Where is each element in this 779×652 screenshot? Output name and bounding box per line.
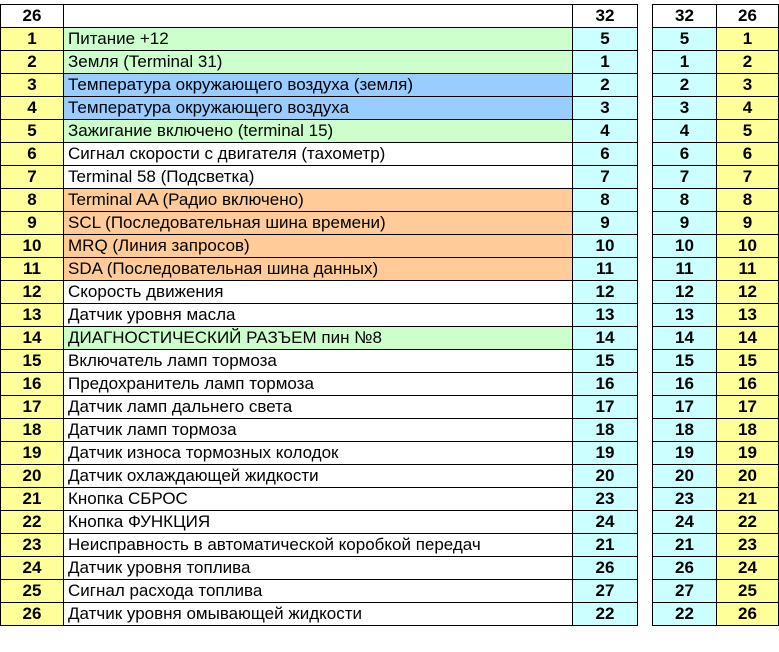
side-pin26-cell: 2 [717, 51, 779, 74]
side-pin32-cell: 17 [653, 396, 717, 419]
signal-name-cell: SDA (Последовательная шина данных) [64, 258, 573, 281]
side-pin26-cell: 25 [717, 580, 779, 603]
reverse-pinout-table [652, 4, 779, 626]
side-table-row [653, 212, 779, 235]
table-row [1, 488, 638, 511]
pin26-cell: 3 [1, 74, 64, 97]
side-pin26-cell: 6 [717, 143, 779, 166]
signal-name-cell: Скорость движения [64, 281, 573, 304]
pin32-cell: 1 [573, 51, 638, 74]
pin26-cell: 1 [1, 28, 64, 51]
side-pin32-cell: 27 [653, 580, 717, 603]
side-table-row [653, 465, 779, 488]
pin26-cell: 18 [1, 419, 64, 442]
side-table-row [653, 373, 779, 396]
side-pin32-cell: 18 [653, 419, 717, 442]
side-header-pin32: 32 [653, 5, 717, 28]
side-pin26-cell: 7 [717, 166, 779, 189]
side-table-row [653, 488, 779, 511]
table-row [1, 28, 638, 51]
pin32-cell: 16 [573, 373, 638, 396]
side-pin26-cell: 26 [717, 603, 779, 626]
side-pin26-cell: 1 [717, 28, 779, 51]
side-pin26-cell: 17 [717, 396, 779, 419]
pin32-cell: 19 [573, 442, 638, 465]
signal-name-cell: ДИАГНОСТИЧЕСКИЙ РАЗЪЕМ пин №8 [64, 327, 573, 350]
signal-name-cell: Датчик уровня топлива [64, 557, 573, 580]
side-table-row [653, 258, 779, 281]
side-table-row [653, 281, 779, 304]
signal-name-cell: Земля (Terminal 31) [64, 51, 573, 74]
side-pin26-cell: 18 [717, 419, 779, 442]
pin32-cell: 7 [573, 166, 638, 189]
pin26-cell: 6 [1, 143, 64, 166]
side-table-row [653, 327, 779, 350]
table-row [1, 258, 638, 281]
side-pin32-cell: 11 [653, 258, 717, 281]
side-table-row [653, 534, 779, 557]
header-name [64, 5, 573, 28]
side-pin32-cell: 26 [653, 557, 717, 580]
pin26-cell: 8 [1, 189, 64, 212]
side-header-row [653, 5, 779, 28]
table-row [1, 465, 638, 488]
signal-name-cell: Питание +12 [64, 28, 573, 51]
signal-name-cell: Зажигание включено (terminal 15) [64, 120, 573, 143]
pin32-cell: 24 [573, 511, 638, 534]
pin32-cell: 14 [573, 327, 638, 350]
signal-name-cell: Предохранитель ламп тормоза [64, 373, 573, 396]
side-table-row [653, 120, 779, 143]
side-pin26-cell: 23 [717, 534, 779, 557]
pin26-cell: 22 [1, 511, 64, 534]
side-pin32-cell: 3 [653, 97, 717, 120]
side-pin32-cell: 1 [653, 51, 717, 74]
table-row [1, 97, 638, 120]
side-header-pin26: 26 [717, 5, 779, 28]
pin32-cell: 5 [573, 28, 638, 51]
side-pin32-cell: 4 [653, 120, 717, 143]
pin26-cell: 25 [1, 580, 64, 603]
header-pin26: 26 [1, 5, 64, 28]
pin32-cell: 20 [573, 465, 638, 488]
side-table-row [653, 51, 779, 74]
table-row [1, 74, 638, 97]
signal-name-cell: Датчик охлаждающей жидкости [64, 465, 573, 488]
signal-name-cell: Неисправность в автоматической коробкой передач [64, 534, 573, 557]
header-row [1, 5, 638, 28]
pin32-cell: 8 [573, 189, 638, 212]
pin32-cell: 21 [573, 534, 638, 557]
pinout-table [0, 4, 638, 626]
side-table-row [653, 442, 779, 465]
signal-name-cell: Включатель ламп тормоза [64, 350, 573, 373]
pin26-cell: 7 [1, 166, 64, 189]
table-row [1, 511, 638, 534]
side-pin32-cell: 2 [653, 74, 717, 97]
side-pin26-cell: 21 [717, 488, 779, 511]
side-pin26-cell: 24 [717, 557, 779, 580]
pin26-cell: 24 [1, 557, 64, 580]
side-pin26-cell: 5 [717, 120, 779, 143]
side-pin26-cell: 14 [717, 327, 779, 350]
side-pin32-cell: 23 [653, 488, 717, 511]
signal-name-cell: Датчик износа тормозных колодок [64, 442, 573, 465]
side-pin32-cell: 22 [653, 603, 717, 626]
table-row [1, 419, 638, 442]
signal-name-cell: Температура окружающего воздуха [64, 97, 573, 120]
table-row [1, 373, 638, 396]
side-pin26-cell: 15 [717, 350, 779, 373]
signal-name-cell: MRQ (Линия запросов) [64, 235, 573, 258]
signal-name-cell: Кнопка ФУНКЦИЯ [64, 511, 573, 534]
pin32-cell: 23 [573, 488, 638, 511]
signal-name-cell: Кнопка СБРОС [64, 488, 573, 511]
side-pin32-cell: 21 [653, 534, 717, 557]
signal-name-cell: Датчик ламп тормоза [64, 419, 573, 442]
table-row [1, 51, 638, 74]
side-pin32-cell: 8 [653, 189, 717, 212]
pin26-cell: 16 [1, 373, 64, 396]
pin32-cell: 22 [573, 603, 638, 626]
signal-name-cell: SCL (Последовательная шина времени) [64, 212, 573, 235]
side-pin26-cell: 8 [717, 189, 779, 212]
table-row [1, 603, 638, 626]
side-pin32-cell: 16 [653, 373, 717, 396]
table-row [1, 580, 638, 603]
table-row [1, 281, 638, 304]
pin32-cell: 18 [573, 419, 638, 442]
pin26-cell: 5 [1, 120, 64, 143]
pin32-cell: 13 [573, 304, 638, 327]
side-pin26-cell: 16 [717, 373, 779, 396]
side-pin32-cell: 15 [653, 350, 717, 373]
side-pin32-cell: 20 [653, 465, 717, 488]
side-pin26-cell: 13 [717, 304, 779, 327]
side-pin26-cell: 3 [717, 74, 779, 97]
pin32-cell: 6 [573, 143, 638, 166]
side-table-row [653, 74, 779, 97]
pin26-cell: 20 [1, 465, 64, 488]
pin32-cell: 10 [573, 235, 638, 258]
pin32-cell: 17 [573, 396, 638, 419]
side-pin32-cell: 5 [653, 28, 717, 51]
side-table-row [653, 396, 779, 419]
pin26-cell: 12 [1, 281, 64, 304]
pin32-cell: 11 [573, 258, 638, 281]
table-row [1, 442, 638, 465]
table-row [1, 235, 638, 258]
pin32-cell: 4 [573, 120, 638, 143]
pin26-cell: 15 [1, 350, 64, 373]
signal-name-cell: Датчик ламп дальнего света [64, 396, 573, 419]
table-row [1, 166, 638, 189]
side-pin26-cell: 11 [717, 258, 779, 281]
side-pin26-cell: 9 [717, 212, 779, 235]
header-pin32: 32 [573, 5, 638, 28]
side-pin32-cell: 6 [653, 143, 717, 166]
side-table-row [653, 189, 779, 212]
pin26-cell: 26 [1, 603, 64, 626]
table-row [1, 189, 638, 212]
pin26-cell: 17 [1, 396, 64, 419]
side-pin32-cell: 24 [653, 511, 717, 534]
signal-name-cell: Температура окружающего воздуха (земля) [64, 74, 573, 97]
table-row [1, 396, 638, 419]
table-row [1, 327, 638, 350]
table-row [1, 143, 638, 166]
pin26-cell: 10 [1, 235, 64, 258]
table-row [1, 350, 638, 373]
side-table-row [653, 557, 779, 580]
side-table-row [653, 603, 779, 626]
pin26-cell: 19 [1, 442, 64, 465]
side-pin26-cell: 4 [717, 97, 779, 120]
signal-name-cell: Terminal 58 (Подсветка) [64, 166, 573, 189]
pin26-cell: 11 [1, 258, 64, 281]
pin32-cell: 9 [573, 212, 638, 235]
side-pin32-cell: 14 [653, 327, 717, 350]
side-table-row [653, 304, 779, 327]
reverse-pinout-table-body [653, 5, 779, 626]
side-pin32-cell: 9 [653, 212, 717, 235]
pin26-cell: 14 [1, 327, 64, 350]
side-pin32-cell: 7 [653, 166, 717, 189]
pinout-table-body [1, 5, 638, 626]
pin26-cell: 13 [1, 304, 64, 327]
signal-name-cell: Датчик уровня омывающей жидкости [64, 603, 573, 626]
side-table-row [653, 28, 779, 51]
side-table-row [653, 97, 779, 120]
side-pin26-cell: 10 [717, 235, 779, 258]
signal-name-cell: Сигнал скорости с двигателя (тахометр) [64, 143, 573, 166]
side-table-row [653, 143, 779, 166]
table-row [1, 557, 638, 580]
pin26-cell: 23 [1, 534, 64, 557]
pin32-cell: 15 [573, 350, 638, 373]
pin32-cell: 2 [573, 74, 638, 97]
side-table-row [653, 166, 779, 189]
pin32-cell: 26 [573, 557, 638, 580]
side-pin26-cell: 19 [717, 442, 779, 465]
pin32-cell: 27 [573, 580, 638, 603]
side-pin32-cell: 13 [653, 304, 717, 327]
table-row [1, 304, 638, 327]
side-pin26-cell: 12 [717, 281, 779, 304]
signal-name-cell: Terminal AA (Радио включено) [64, 189, 573, 212]
signal-name-cell: Сигнал расхода топлива [64, 580, 573, 603]
pin32-cell: 3 [573, 97, 638, 120]
side-table-row [653, 235, 779, 258]
side-pin32-cell: 19 [653, 442, 717, 465]
pin26-cell: 2 [1, 51, 64, 74]
table-row [1, 534, 638, 557]
pin26-cell: 21 [1, 488, 64, 511]
pin32-cell: 12 [573, 281, 638, 304]
table-row [1, 212, 638, 235]
side-table-row [653, 350, 779, 373]
pin26-cell: 9 [1, 212, 64, 235]
side-pin32-cell: 12 [653, 281, 717, 304]
side-table-row [653, 580, 779, 603]
signal-name-cell: Датчик уровня масла [64, 304, 573, 327]
table-row [1, 120, 638, 143]
side-pin32-cell: 10 [653, 235, 717, 258]
side-table-row [653, 511, 779, 534]
side-pin26-cell: 20 [717, 465, 779, 488]
pin26-cell: 4 [1, 97, 64, 120]
side-table-row [653, 419, 779, 442]
side-pin26-cell: 22 [717, 511, 779, 534]
